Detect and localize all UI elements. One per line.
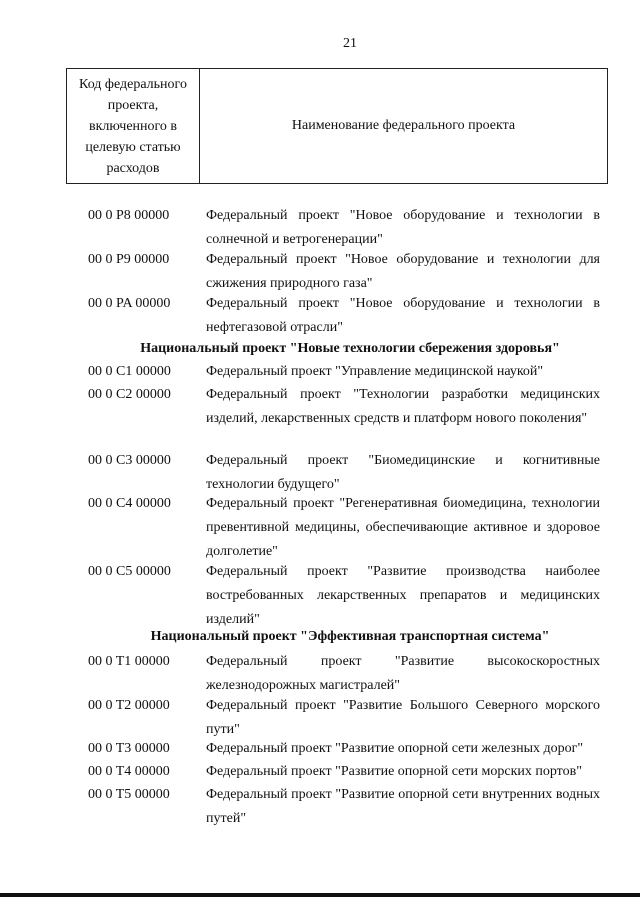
project-name: Федеральный проект "Новое оборудование и технологии в нефтегазовой отрасли": [206, 296, 600, 335]
header-name-column: Наименование федерального проекта: [291, 118, 516, 133]
header-code-column: Код федерального проекта, включенного в целевую статью расходов: [67, 69, 200, 183]
page-number: 21: [343, 36, 357, 51]
project-name: Федеральный проект "Развитие Большого Северного морского пути": [206, 698, 600, 737]
project-code: 00 0 T1 00000: [88, 654, 170, 669]
project-code: 00 0 P8 00000: [88, 208, 170, 223]
project-code: 00 0 C1 00000: [88, 364, 171, 379]
project-code: 00 0 T4 00000: [88, 764, 170, 779]
project-name: Федеральный проект "Технологии разработки медицинских изделий, лекарственных средств и платформ нового поколения": [206, 387, 600, 426]
project-code: 00 0 PA 00000: [88, 296, 171, 311]
section-title: Национальный проект "Эффективная транспортная система": [150, 629, 550, 644]
project-code: 00 0 T2 00000: [88, 698, 170, 713]
project-name: Федеральный проект "Развитие опорной сети внутренних водных путей": [206, 787, 600, 826]
project-name: Федеральный проект "Новое оборудование и технологии в солнечной и ветрогенерации": [206, 208, 600, 247]
project-code: 00 0 C5 00000: [88, 564, 171, 579]
project-code: 00 0 T5 00000: [88, 787, 170, 802]
project-code: 00 0 P9 00000: [88, 252, 170, 267]
project-name: Федеральный проект "Новое оборудование и технологии для сжижения природного газа": [206, 252, 600, 291]
project-name: Федеральный проект "Регенеративная биомедицина, технологии превентивной медицины, обеспечивающие активное и здоровое долголетие": [206, 496, 600, 559]
section-title: Национальный проект "Новые технологии сбережения здоровья": [140, 341, 560, 356]
project-code: 00 0 C3 00000: [88, 453, 171, 468]
project-code: 00 0 C2 00000: [88, 387, 171, 402]
project-name: Федеральный проект "Развитие производства наиболее востребованных лекарственных препаратов и медицинских изделий": [206, 564, 600, 627]
project-name: Федеральный проект "Биомедицинские и когнитивные технологии будущего": [206, 453, 600, 492]
project-name: Федеральный проект "Управление медицинской наукой": [206, 364, 544, 379]
table-header: [66, 68, 608, 184]
project-code: 00 0 T3 00000: [88, 741, 170, 756]
project-name: Федеральный проект "Развитие опорной сети морских портов": [206, 764, 582, 779]
project-code: 00 0 C4 00000: [88, 496, 171, 511]
project-name: Федеральный проект "Развитие опорной сети железных дорог": [206, 741, 584, 756]
page-edge-rule: [0, 893, 640, 897]
project-name: Федеральный проект "Развитие высокоскоростных железнодорожных магистралей": [206, 654, 600, 693]
